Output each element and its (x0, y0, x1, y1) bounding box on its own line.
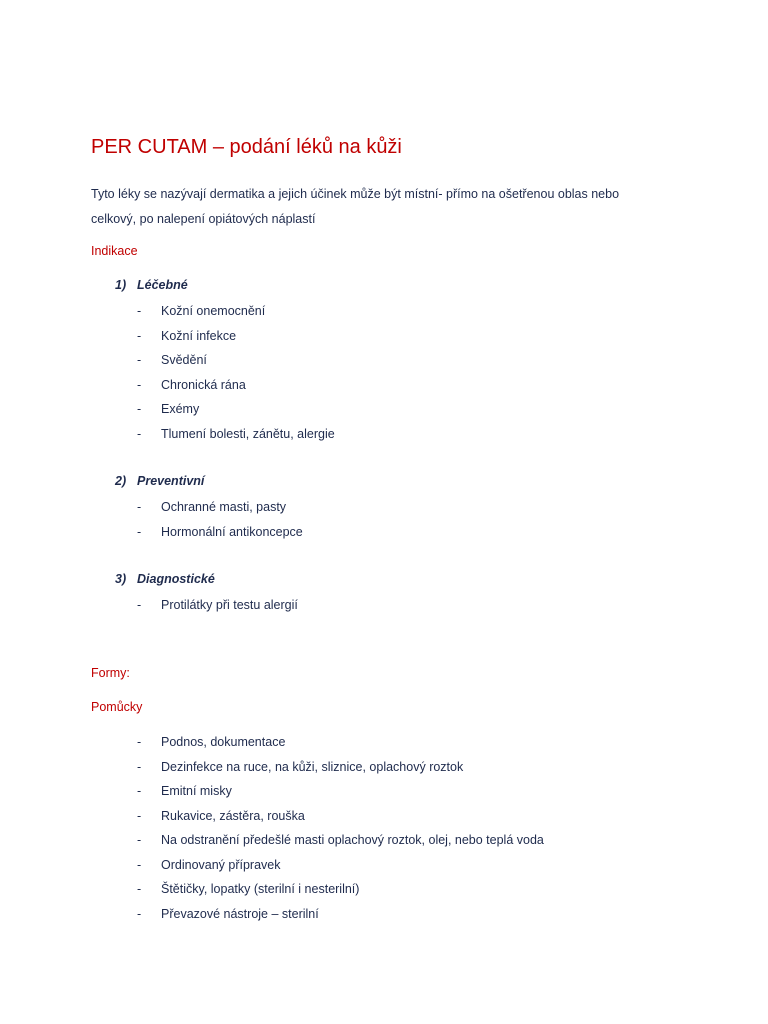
list-item-text: Převazové nástroje – sterilní (161, 906, 319, 921)
list-item (137, 373, 335, 398)
list-item-text: Protilátky při testu alergií (161, 598, 298, 612)
list-item (137, 828, 544, 853)
list-item-text: Kožní infekce (161, 328, 237, 343)
list-item-text: Rukavice, zástěra, rouška (161, 808, 305, 823)
list-item-text: Exémy (161, 402, 200, 416)
bullet-dash: - (137, 377, 142, 392)
list-item (137, 520, 303, 545)
bullet-dash: - (137, 784, 142, 798)
bullet-dash: - (137, 524, 142, 539)
bullet-dash: - (137, 328, 142, 343)
list-item (137, 804, 544, 829)
bullet-list-preventivni (137, 495, 303, 544)
list-item-text: Emitní misky (161, 784, 232, 798)
list-item-text: Kožní onemocnění (161, 304, 266, 318)
list-item-text: Podnos, dokumentace (161, 735, 286, 749)
list-item-text: Tlumení bolesti, zánětu, alergie (161, 426, 335, 441)
list-item (137, 324, 335, 349)
subsection-heading-preventivni (115, 474, 204, 488)
list-item (137, 902, 544, 927)
bullet-dash: - (137, 759, 142, 774)
bullet-dash: - (137, 906, 142, 921)
bullet-list-diagnosticke (137, 593, 298, 618)
list-item-text: Štětičky, lopatky (sterilní i nesterilní) (161, 882, 360, 896)
bullet-dash: - (137, 500, 142, 514)
bullet-dash: - (137, 304, 142, 318)
list-item (137, 397, 335, 422)
list-item (137, 877, 544, 902)
page-title: PER CUTAM – podání léků na kůži (91, 136, 402, 158)
subsection-number: 2) (115, 474, 127, 488)
list-item (137, 299, 335, 324)
list-item-text: Hormonální antikoncepce (161, 524, 303, 539)
intro-paragraph: Tyto léky se nazývají dermatika a jejich účinek může být místní- přímo na ošetřenou oblas nebo celkový, po nalepení opiátových náplastí (91, 187, 620, 226)
bullet-dash: - (137, 857, 142, 872)
list-item (137, 779, 544, 804)
list-item (137, 495, 303, 520)
list-item (137, 730, 544, 755)
subsection-number: 3) (115, 572, 127, 586)
list-item (137, 422, 335, 447)
subsection-number: 1) (115, 278, 127, 292)
list-item-text: Chronická rána (161, 377, 246, 392)
bullet-dash: - (137, 882, 142, 896)
bullet-list-lecebne (137, 299, 335, 446)
section-heading-formy: Formy: (91, 666, 130, 680)
list-item (137, 853, 544, 878)
list-item (137, 755, 544, 780)
bullet-dash: - (137, 598, 142, 612)
list-item (137, 348, 335, 373)
subsection-title: Léčebné (137, 278, 188, 292)
bullet-dash: - (137, 808, 142, 823)
list-item-text: Ochranné masti, pasty (161, 500, 287, 514)
bullet-dash: - (137, 353, 142, 367)
list-item-text: Dezinfekce na ruce, na kůži, sliznice, oplachový roztok (161, 759, 464, 774)
list-item (137, 593, 298, 618)
bullet-dash: - (137, 735, 142, 749)
bullet-dash: - (137, 833, 142, 847)
list-item-text: Ordinovaný přípravek (161, 857, 281, 872)
subsection-title: Diagnostické (137, 572, 215, 586)
subsection-heading-diagnosticke (115, 572, 215, 586)
bullet-dash: - (137, 426, 142, 441)
list-item-text: Svědění (161, 353, 207, 367)
section-heading-pomucky: Pomůcky (91, 700, 143, 714)
bullet-list-pomucky (137, 730, 544, 926)
subsection-heading-lecebne (115, 278, 188, 292)
list-item-text: Na odstranění předešlé masti oplachový roztok, olej, nebo teplá voda (161, 833, 544, 847)
section-heading-indikace: Indikace (91, 244, 138, 258)
bullet-dash: - (137, 402, 142, 416)
subsection-title: Preventivní (137, 474, 205, 488)
